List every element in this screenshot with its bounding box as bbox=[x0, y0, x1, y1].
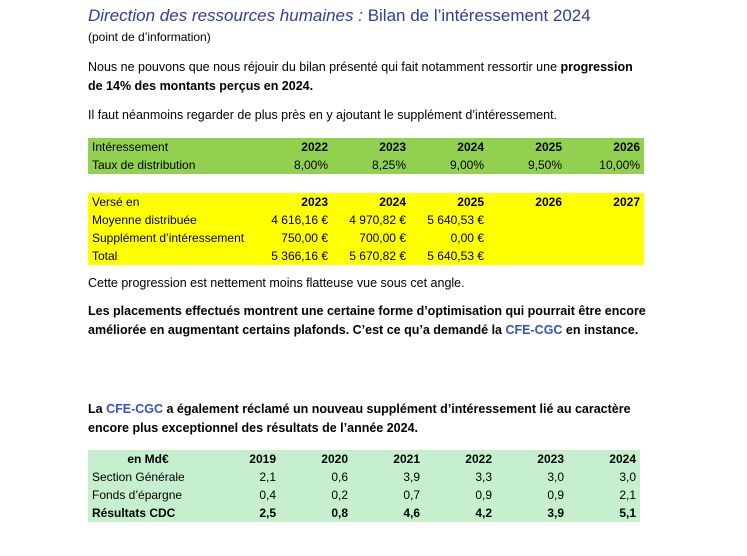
claim-paragraph bbox=[88, 400, 670, 438]
table-cell: 3,9 bbox=[496, 504, 568, 522]
title-direction: Direction des ressources humaines : bbox=[88, 6, 363, 25]
table-cell: 9,00% bbox=[410, 156, 488, 174]
table-cell: 3,0 bbox=[496, 468, 568, 486]
table-row bbox=[88, 504, 640, 522]
intro-highlight: progression de 14% des montants perçus en 2024. bbox=[88, 60, 633, 93]
table-cell bbox=[488, 247, 566, 265]
table-cell: 0,8 bbox=[280, 504, 352, 522]
table-cell: 9,50% bbox=[488, 156, 566, 174]
table-header-cell: 2024 bbox=[410, 138, 488, 156]
cfe-cgc-link[interactable]: CFE-CGC bbox=[505, 323, 563, 337]
table-cell: 0,2 bbox=[280, 486, 352, 504]
table-cell bbox=[488, 211, 566, 229]
table-cell bbox=[566, 211, 644, 229]
table-cell: 2,1 bbox=[568, 486, 640, 504]
table-cell: Taux de distribution bbox=[88, 156, 254, 174]
page-subtitle: (point de d’information) bbox=[88, 30, 211, 44]
table-cell: 0,9 bbox=[496, 486, 568, 504]
placements-text-end: en instance. bbox=[562, 323, 639, 337]
table-cell: 4,6 bbox=[352, 504, 424, 522]
table-row bbox=[88, 138, 644, 156]
table-cell bbox=[566, 247, 644, 265]
distribution-rate-table bbox=[88, 138, 644, 174]
placements-paragraph bbox=[88, 302, 663, 340]
table-cell: 4,2 bbox=[424, 504, 496, 522]
table-cell: 0,9 bbox=[424, 486, 496, 504]
table-row bbox=[88, 211, 644, 229]
table-row bbox=[88, 247, 644, 265]
table-cell: 0,7 bbox=[352, 486, 424, 504]
table-header-cell: 2020 bbox=[280, 450, 352, 468]
table-header-cell: 2023 bbox=[254, 193, 332, 211]
table-header-cell: 2023 bbox=[496, 450, 568, 468]
intro-paragraph-2: Il faut néanmoins regarder de plus près en y ajoutant le supplément d’intéressement. bbox=[88, 108, 558, 122]
table-header-cell: en Md€ bbox=[88, 450, 208, 468]
page-title bbox=[88, 6, 591, 26]
placements-text: Les placements effectués montrent une certaine forme d’optimisation qui pourrait être encore améliorée en augmentant certains plafonds. C’est ce qu’a demandé la bbox=[88, 304, 646, 337]
table-header-cell: 2022 bbox=[254, 138, 332, 156]
table-cell bbox=[488, 229, 566, 247]
table-header-cell: 2023 bbox=[332, 138, 410, 156]
table-header-cell: 2021 bbox=[352, 450, 424, 468]
table-row bbox=[88, 468, 640, 486]
table-cell: 5 640,53 € bbox=[410, 211, 488, 229]
table-header-cell: 2025 bbox=[410, 193, 488, 211]
cdc-results-table bbox=[88, 450, 640, 522]
table-cell: Moyenne distribuée bbox=[88, 211, 254, 229]
table-header-cell: 2024 bbox=[332, 193, 410, 211]
table-cell: 0,4 bbox=[208, 486, 280, 504]
table-header-cell: 2026 bbox=[488, 193, 566, 211]
table-header-cell: 2024 bbox=[568, 450, 640, 468]
table-cell: 10,00% bbox=[566, 156, 644, 174]
intro-paragraph bbox=[88, 58, 648, 96]
table-cell: Résultats CDC bbox=[88, 504, 208, 522]
table-cell: 3,9 bbox=[352, 468, 424, 486]
table-cell: 2,5 bbox=[208, 504, 280, 522]
table-cell bbox=[566, 229, 644, 247]
table-cell: 3,0 bbox=[568, 468, 640, 486]
table-row bbox=[88, 156, 644, 174]
table-cell: Total bbox=[88, 247, 254, 265]
table-cell: 4 970,82 € bbox=[332, 211, 410, 229]
payments-table bbox=[88, 193, 644, 265]
table-cell: 750,00 € bbox=[254, 229, 332, 247]
table-cell: 5 670,82 € bbox=[332, 247, 410, 265]
table-header-cell: 2026 bbox=[566, 138, 644, 156]
table-cell: Fonds d’épargne bbox=[88, 486, 208, 504]
table-cell: 8,00% bbox=[254, 156, 332, 174]
table-header-cell: 2025 bbox=[488, 138, 566, 156]
title-bilan: Bilan de l’intéressement 2024 bbox=[362, 6, 591, 25]
table-cell: Section Générale bbox=[88, 468, 208, 486]
cfe-cgc-link[interactable]: CFE-CGC bbox=[106, 402, 164, 416]
table-cell: 2,1 bbox=[208, 468, 280, 486]
table-cell: 5,1 bbox=[568, 504, 640, 522]
table-header-cell: 2019 bbox=[208, 450, 280, 468]
table-row bbox=[88, 486, 640, 504]
table-cell: 700,00 € bbox=[332, 229, 410, 247]
table-cell: 0,00 € bbox=[410, 229, 488, 247]
table-cell: 3,3 bbox=[424, 468, 496, 486]
table-cell: 5 640,53 € bbox=[410, 247, 488, 265]
table-row bbox=[88, 450, 640, 468]
table-header-cell: 2027 bbox=[566, 193, 644, 211]
table-row bbox=[88, 229, 644, 247]
table-cell: Supplément d’intéressement bbox=[88, 229, 254, 247]
table-cell: 0,6 bbox=[280, 468, 352, 486]
claim-text: La bbox=[88, 402, 107, 416]
table-cell: Intéressement bbox=[88, 138, 254, 156]
table-cell: Versé en bbox=[88, 193, 254, 211]
table-cell: 8,25% bbox=[332, 156, 410, 174]
claim-text-end: a également réclamé un nouveau supplément d’intéressement lié au caractère encore plus exceptionnel des résultats de l’année 2024. bbox=[88, 402, 631, 435]
table-header-cell: 2022 bbox=[424, 450, 496, 468]
table-cell: 5 366,16 € bbox=[254, 247, 332, 265]
after-table-text: Cette progression est nettement moins flatteuse vue sous cet angle. bbox=[88, 276, 465, 290]
table-cell: 4 616,16 € bbox=[254, 211, 332, 229]
intro-text: Nous ne pouvons que nous réjouir du bilan présenté qui fait notamment ressortir une bbox=[88, 60, 561, 74]
table-row bbox=[88, 193, 644, 211]
